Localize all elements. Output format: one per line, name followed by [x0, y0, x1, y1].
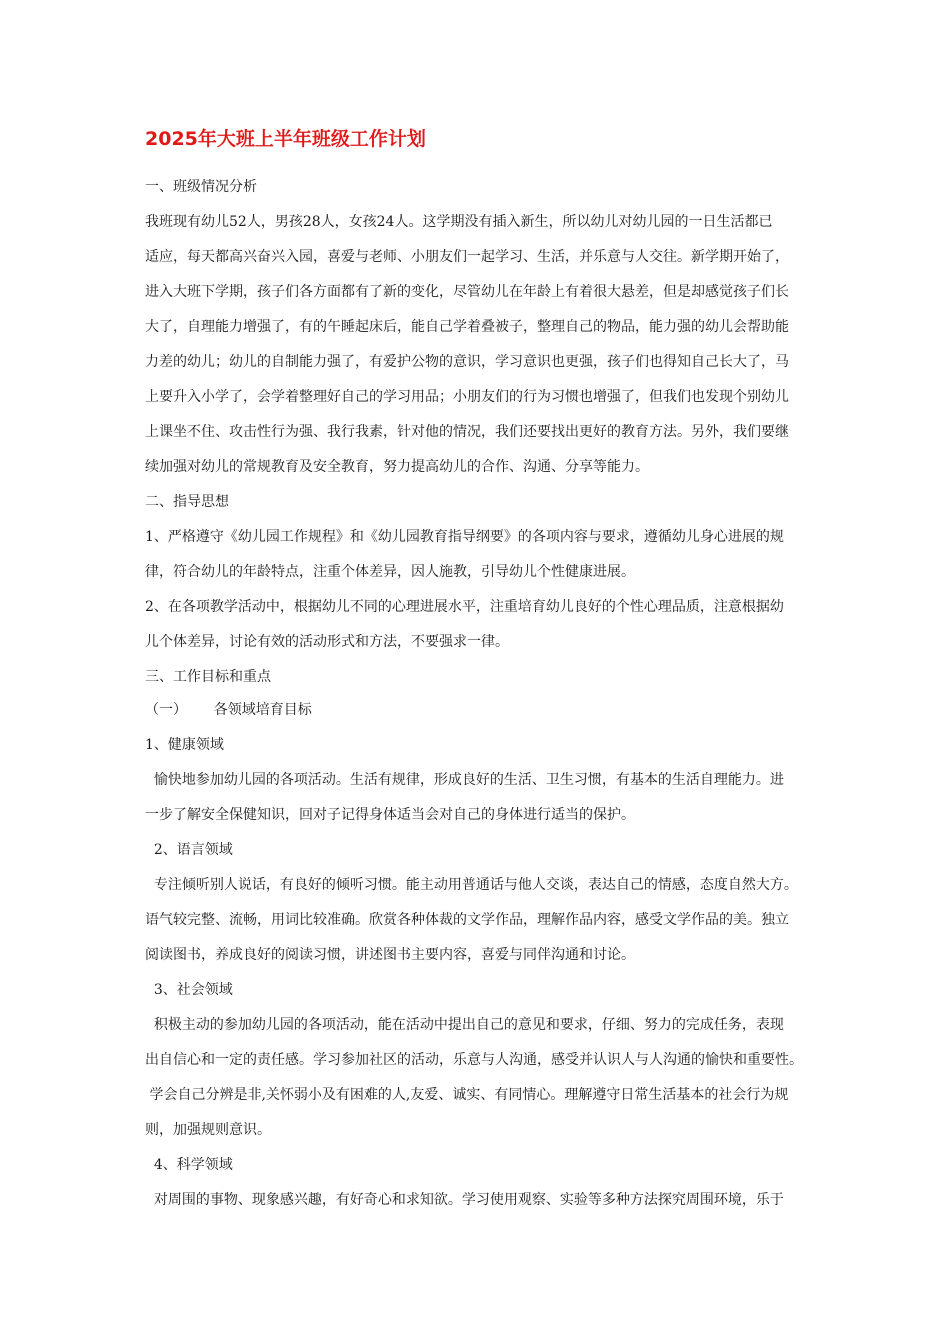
paragraph-line: 我班现有幼儿52人，男孩28人，女孩24人。这学期没有插入新生，所以幼儿对幼儿园的一日生活都已 — [145, 214, 773, 230]
paragraph-line: 续加强对幼儿的常规教育及安全教育，努力提高幼儿的合作、沟通、分享等能力。 — [145, 459, 649, 475]
subsection-heading: 2、语言领域 — [145, 842, 233, 858]
paragraph-line: 则，加强规则意识。 — [145, 1122, 271, 1138]
subsection-heading: 4、科学领域 — [145, 1157, 233, 1173]
paragraph-line: 2、在各项教学活动中，根据幼儿不同的心理进展水平，注重培育幼儿良好的个性心理品质，注意根据幼 — [145, 599, 784, 615]
paragraph-line: 一步了解安全保健知识，回对子记得身体适当会对自己的身体进行适当的保护。 — [145, 807, 635, 823]
paragraph-line: 进入大班下学期，孩子们各方面都有了新的变化，尽管幼儿在年龄上有着很大悬差，但是却感觉孩子们长 — [145, 284, 789, 300]
paragraph-line: 上要升入小学了，会学着整理好自己的学习用品；小朋友们的行为习惯也增强了，但我们也发现个别幼儿 — [145, 389, 789, 405]
paragraph-line: 适应，每天都高兴奋兴入园，喜爱与老师、小朋友们一起学习、生活，并乐意与人交往。新学期开始了， — [145, 249, 789, 265]
section-heading: 三、工作目标和重点 — [145, 669, 271, 685]
section-heading: 二、指导思想 — [145, 494, 229, 510]
paragraph-line: 积极主动的参加幼儿园的各项活动，能在活动中提出自己的意见和要求，仔细、努力的完成任务，表现 — [145, 1017, 784, 1033]
paragraph-line: 律，符合幼儿的年龄特点，注重个体差异，因人施教，引导幼儿个性健康进展。 — [145, 564, 635, 580]
paragraph-line: 语气较完整、流畅，用词比较准确。欣赏各种体裁的文学作品，理解作品内容，感受文学作品的美。独立 — [145, 912, 789, 928]
paragraph-line: 对周围的事物、现象感兴趣，有好奇心和求知欲。学习使用观察、实验等多种方法探究周围环境，乐于 — [145, 1192, 784, 1208]
subsection-heading: 1、健康领域 — [145, 737, 224, 753]
subsection-heading: （一） 各领域培育目标 — [145, 702, 312, 718]
section-heading: 一、班级情况分析 — [145, 179, 257, 195]
paragraph-line: 大了，自理能力增强了，有的午睡起床后，能自己学着叠被子，整理自己的物品，能力强的幼儿会帮助能 — [145, 319, 789, 335]
document-title: 2025年大班上半年班级工作计划 — [145, 128, 426, 150]
paragraph-line: 1、严格遵守《幼儿园工作规程》和《幼儿园教育指导纲要》的各项内容与要求，遵循幼儿身心进展的规 — [145, 529, 784, 545]
paragraph-line: 学会自己分辨是非,关怀弱小及有困难的人,友爱、诚实、有同情心。理解遵守日常生活基本的社会行为规 — [145, 1087, 789, 1103]
subsection-heading: 3、社会领域 — [145, 982, 233, 998]
paragraph-line: 儿个体差异，讨论有效的活动形式和方法，不要强求一律。 — [145, 634, 509, 650]
paragraph-line: 力差的幼儿；幼儿的自制能力强了，有爱护公物的意识，学习意识也更强，孩子们也得知自己长大了，马 — [145, 354, 789, 370]
paragraph-line: 阅读图书，养成良好的阅读习惯，讲述图书主要内容，喜爱与同伴沟通和讨论。 — [145, 947, 635, 963]
paragraph-line: 上课坐不住、攻击性行为强、我行我素，针对他的情况，我们还要找出更好的教育方法。另外，我们要继 — [145, 424, 789, 440]
paragraph-line: 出自信心和一定的责任感。学习参加社区的活动，乐意与人沟通，感受并认识人与人沟通的愉快和重要性。 — [145, 1052, 803, 1068]
paragraph-line: 专注倾听别人说话，有良好的倾听习惯。能主动用普通话与他人交谈，表达自己的情感，态度自然大方。 — [145, 877, 798, 893]
paragraph-line: 愉快地参加幼儿园的各项活动。生活有规律，形成良好的生活、卫生习惯，有基本的生活自理能力。进 — [145, 772, 784, 788]
